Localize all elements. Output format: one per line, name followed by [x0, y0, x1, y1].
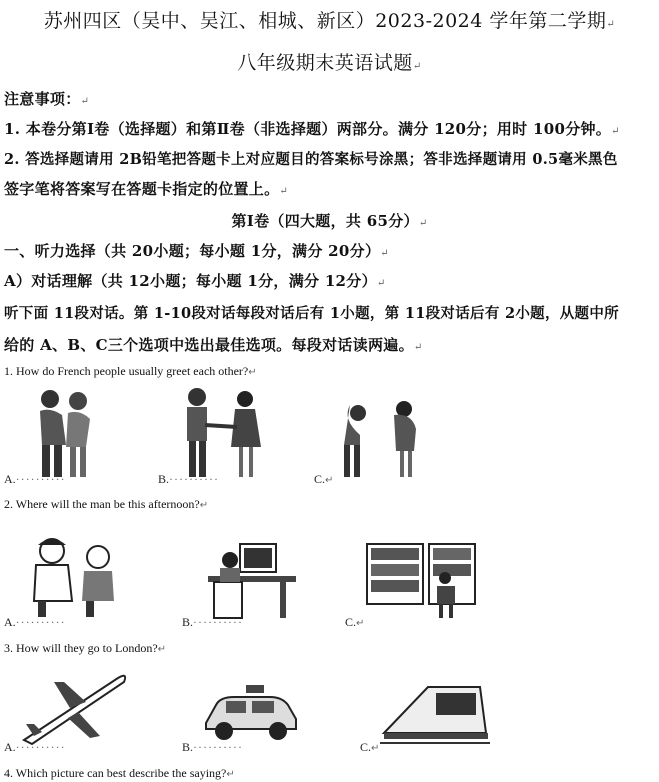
kiss-greeting-picture [20, 385, 110, 480]
question-3: 3. How will they go to London?↵ [4, 641, 167, 655]
question-1: 1. How do French people usually greet each other?↵ [4, 364, 257, 378]
q2-option-b[interactable]: B.·········· [182, 615, 243, 629]
question-4: 4. Which picture can best describe the saying?↵ [4, 766, 235, 780]
q1-option-c[interactable]: C.↵ [314, 472, 334, 486]
exam-title-line1: 苏州四区（吴中、吴江、相城、新区）2023-2024 学年第二学期↵ [43, 10, 616, 32]
airplane-picture [20, 668, 130, 748]
taxi-picture [200, 683, 300, 743]
instructions-line2: 给的 A、B、C三个选项中选出最佳选项。每段对话读两遍。↵ [4, 336, 423, 354]
notes-item-2-line1: 2. 答选择题请用 2B铅笔把答题卡上对应题目的答案标号涂黑；答非选择题请用 0.5毫米黑色 [4, 151, 618, 168]
exam-title-line2: 八年级期末英语试题↵ [237, 52, 422, 74]
part-a-heading: A）对话理解（共 12小题；每小题 1分，满分 12分）↵ [4, 272, 386, 290]
q3-option-a[interactable]: A.·········· [4, 740, 66, 754]
handshake-greeting-picture [175, 385, 270, 480]
office-computer-picture [200, 540, 300, 625]
question-2: 2. Where will the man be this afternoon?↵ [4, 497, 209, 511]
q2-option-c[interactable]: C.↵ [345, 615, 365, 629]
library-picture [365, 542, 480, 620]
q3-option-c[interactable]: C.↵ [360, 740, 380, 754]
q3-option-b[interactable]: B.·········· [182, 740, 243, 754]
part-one-heading: 一、听力选择（共 20小题；每小题 1分，满分 20分）↵ [4, 242, 389, 260]
notes-item-2-line2: 签字笔将答案写在答题卡指定的位置上。↵ [4, 180, 289, 198]
bow-greeting-picture [330, 385, 430, 480]
q1-option-b[interactable]: B.·········· [158, 472, 219, 486]
doctor-picture [24, 535, 124, 620]
q1-option-a[interactable]: A.·········· [4, 472, 66, 486]
notes-item-1: 1. 本卷分第Ⅰ卷（选择题）和第Ⅱ卷（非选择题）两部分。满分 120分；用时 100分钟。↵ [4, 120, 620, 138]
q2-option-a[interactable]: A.·········· [4, 615, 66, 629]
instructions-line1: 听下面 11段对话。第 1-10段对话每段对话后有 1小题，第 11段对话后有 2小题，从题中所 [4, 305, 619, 322]
volume-title: 第Ⅰ卷（四大题，共 65分）↵ [231, 212, 428, 230]
notes-heading: 注意事项：↵ [4, 90, 90, 108]
train-picture [380, 673, 490, 748]
